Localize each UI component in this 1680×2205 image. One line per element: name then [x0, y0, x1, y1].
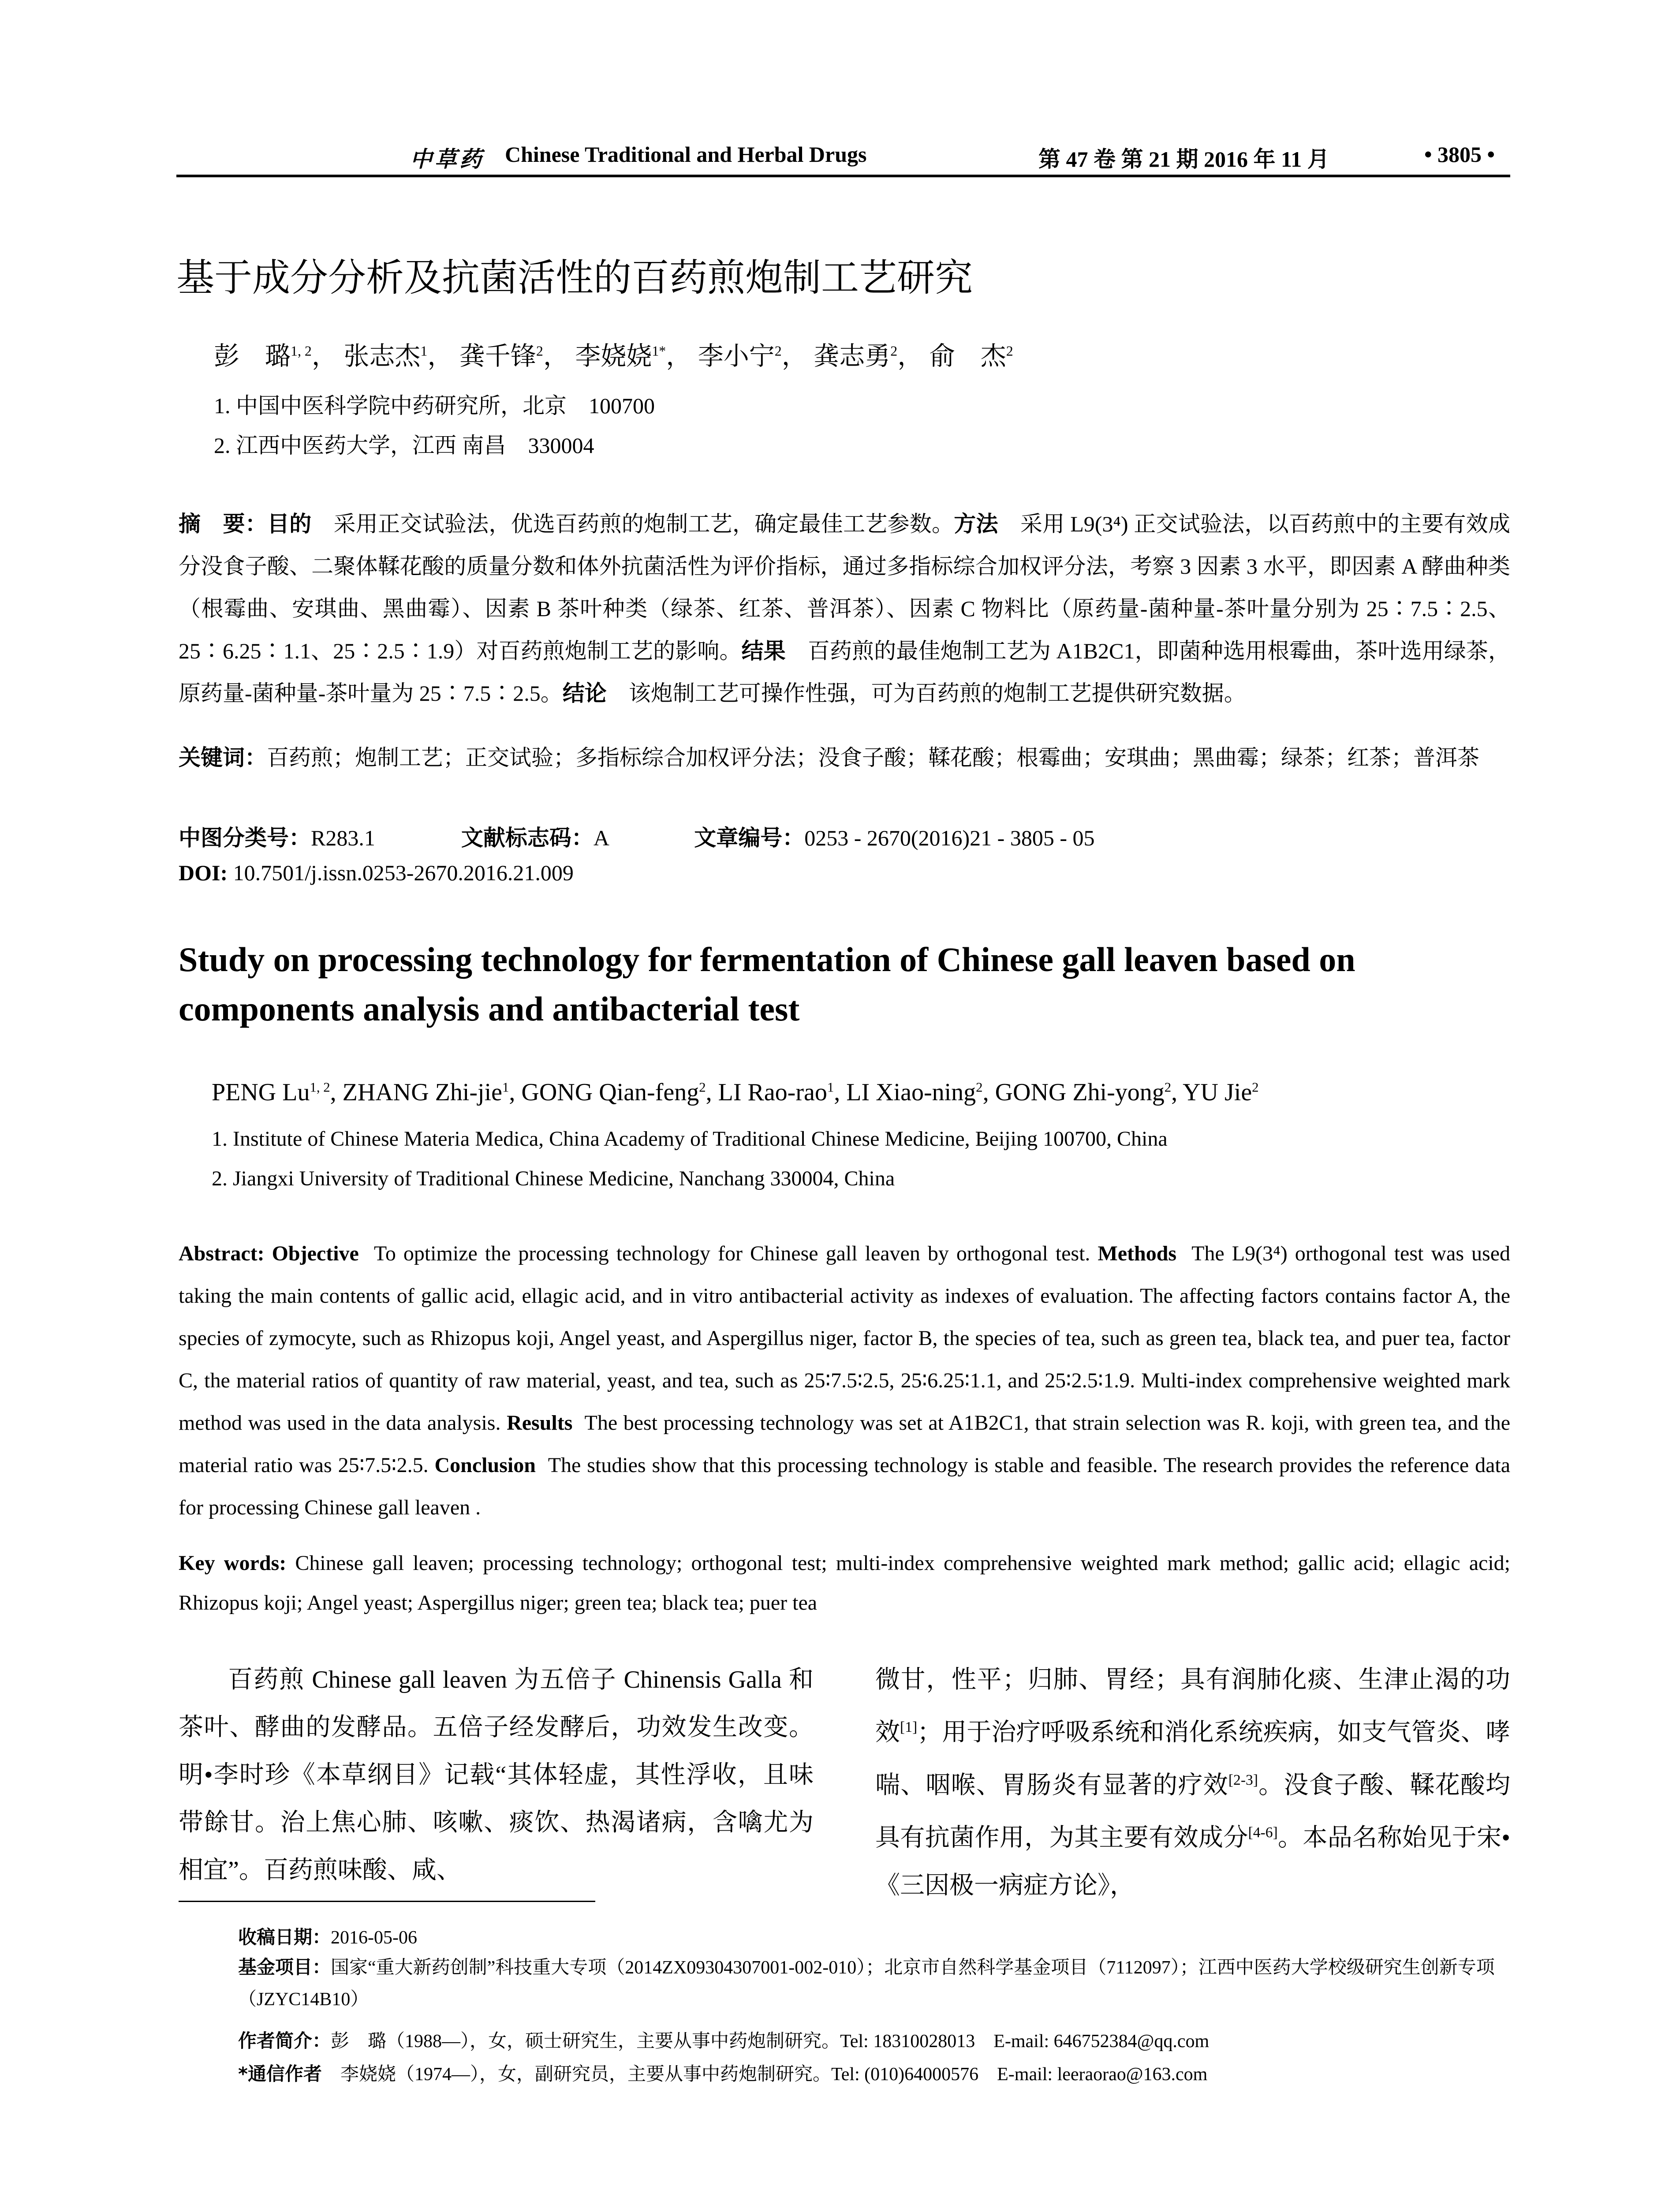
body-text: ；用于治疗呼吸系统和消化系统疾病，如支气管炎、哮喘、咽喉、胃肠炎有显著的疗效: [875, 1719, 1511, 1799]
keywords-en-label: Key words:: [179, 1551, 287, 1575]
author-affil-mark: 1, 2: [291, 343, 312, 359]
doi-line: [179, 860, 574, 886]
author-affil-mark: 2: [976, 1080, 983, 1095]
body-text: 。本品名称始见于宋•《三因极一病症方论》，: [875, 1824, 1510, 1899]
author-en: PENG Lu: [212, 1079, 310, 1106]
doccode-label: 文献标志码：: [461, 825, 594, 851]
authors-zh: 彭 璐$^{1, 2}$， 张志杰$^1$， 龚千锋$^2$， 李娆娆$^{1*}$， 李小宁$^2$， 龚志勇$^2$， 俞 杰$^2$: [214, 342, 1013, 370]
conclusion-en-label: Conclusion: [434, 1454, 536, 1477]
author-zh: 龚千锋: [459, 342, 536, 370]
clc-label: 中图分类号：: [179, 825, 311, 851]
running-header: [176, 139, 1510, 174]
author-en: YU Jie: [1183, 1079, 1252, 1106]
authors-en: PENG Lu$^{1, 2}$, ZHANG Zhi-jie$^1$, GONG Qian-feng$^2$, LI Rao-rao$^1$, LI Xiao-ning$^2$, GONG Zhi-yong$^2$, YU Jie$^2$: [212, 1079, 1259, 1106]
keywords-en-text: Chinese gall leaven; processing technology; orthogonal test; multi-index comprehensive weighted mark method; gallic acid; ellagic acid; Rhizopus koji; Angel yeast; Aspergillus niger; green tea; black tea; puer tea: [179, 1551, 1510, 1615]
author-zh: 俞 杰: [929, 342, 1006, 370]
fund-value: 国家“重大新药创制”科技重大专项（2014ZX09304307001-002-010）；北京市自然科学基金项目（7112097）；江西中医药大学校级研究生创新专项（JZYC14B10）: [238, 1958, 1495, 2010]
results-en-text: The best processing technology was set at A1B2C1, that strain selection was R. koji, with green tea, and the material ratio was 25∶7.5∶2.5.: [179, 1411, 1511, 1477]
body-paragraph: 百药煎 Chinese gall leaven 为五倍子 Chinensis Galla 和茶叶、酵曲的发酵品。五倍子经发酵后，功效发生改变。明•李时珍《本草纲目》记载“其体轻虚，其性浮收，且味带餘甘。治上焦心肺、咳嗽、痰饮、热渴诸病，含噙尤为相宜”。百药煎味酸、咸、: [179, 1666, 814, 1884]
methods-en-text: The L9(3⁴) orthogonal test was used taking the main contents of gallic acid, ellagic acid, and in vitro antibacterial activity as indexes of evaluation. The affecting factors contains factor A, the species of zymocyte, such as Rhizopus koji, Angel yeast, and Aspergillus niger, factor B, the species of tea, such as green tea, black tea, and puer tea, factor C, the material ratios of quantity of raw material, yeast, and tea, such as 25∶7.5∶2.5, 25∶6.25∶1.1, and 25∶2.5∶1.9. Multi-index comprehensive weighted mark method was used in the data analysis.: [179, 1242, 1511, 1435]
body-column-right: [875, 1656, 1510, 1910]
author-zh: 龚志勇: [814, 342, 891, 370]
author-zh: 彭 璐: [214, 342, 291, 370]
header-rule: [176, 175, 1510, 177]
objective-label: 目的: [267, 511, 312, 537]
conclusion-label: 结论: [562, 680, 607, 706]
footnote-rule: [179, 1901, 595, 1902]
citation-ref: [4-6]: [1248, 1824, 1278, 1841]
body-paragraph: [875, 1656, 1510, 1910]
conclusion-text: 该炮制工艺可操作性强，可为百药煎的炮制工艺提供研究数据。: [606, 681, 1246, 706]
doi-label: DOI:: [179, 860, 228, 885]
author-affil-mark: 2: [699, 1080, 706, 1095]
author-affil-mark: 1: [502, 1080, 509, 1095]
footnote-author: [238, 2026, 1209, 2053]
citation-ref: [1]: [900, 1719, 918, 1735]
results-label: 结果: [741, 638, 786, 664]
results-text: 百药煎的最佳炮制工艺为 A1B2C1，即菌种选用根霉曲，茶叶选用绿茶，原药量-菌种量-茶叶量为 25∶7.5∶2.5。: [179, 639, 1511, 706]
keywords-en: [179, 1544, 1510, 1623]
classification-line: [179, 820, 1094, 852]
author-label: 作者简介：: [238, 2030, 331, 2052]
abstract-en-label: Abstract: Objective: [179, 1242, 359, 1265]
body-text: 。没食子酸、鞣花酸均具有抗菌作用，为其主要有效成分: [875, 1771, 1510, 1852]
methods-text: 采用 L9(3⁴) 正交试验法，以百药煎中的主要有效成分没食子酸、二聚体鞣花酸的质量分数和体外抗菌活性为评价指标，通过多指标综合加权评分法，考察 3 因素 3 水平，即因素 A 酵曲种类（根霉曲、安琪曲、黑曲霉）、因素 B 茶叶种类（绿茶、红茶、普洱茶）、因素 C 物料比（原药量-菌种量-茶叶量分别为 25∶7.5∶2.5、25∶6.25∶1.1、25∶2.5∶1.9）对百药煎炮制工艺的影响。: [179, 512, 1511, 663]
articleno-label: 文章编号：: [694, 825, 805, 851]
abstract-en: [179, 1233, 1510, 1529]
footnote-received: [238, 1923, 417, 1949]
affiliation-zh-2: 2. 江西中医药大学，江西 南昌 330004: [214, 433, 594, 458]
received-value: 2016-05-06: [331, 1928, 417, 1948]
footnote-fund: [238, 1951, 1512, 2015]
keywords-label: 关键词：: [179, 745, 267, 770]
body-column-left: [179, 1656, 814, 1894]
keywords-text: 百药煎；炮制工艺；正交试验；多指标综合加权评分法；没食子酸；鞣花酸；根霉曲；安琪曲；黑曲霉；绿茶；红茶；普洱茶: [267, 745, 1479, 770]
author-affil-mark: 2: [1006, 343, 1013, 359]
page-number: • 3805 •: [1424, 142, 1495, 167]
journal-logo: 中草药: [410, 147, 484, 172]
articleno-value: 0253 - 2670(2016)21 - 3805 - 05: [804, 826, 1095, 850]
objective-text: 采用正交试验法，优选百药煎的炮制工艺，确定最佳工艺参数。: [311, 512, 954, 536]
clc-value: R283.1: [311, 826, 375, 850]
footnote-corresponding: [238, 2059, 1207, 2086]
author-affil-mark: 2: [890, 343, 898, 359]
author-affil-mark: 1*: [652, 343, 666, 359]
author-affil-mark: 1: [827, 1080, 834, 1095]
affiliation-zh-1: 1. 中国中医科学院中药研究所，北京 100700: [214, 393, 655, 418]
author-value: 彭 璐（1988—），女，硕士研究生，主要从事中药炮制研究。Tel: 18310028013 E-mail: 646752384@qq.com: [331, 2031, 1210, 2052]
author-affil-mark: 2: [536, 343, 543, 359]
author-zh: 李娆娆: [575, 342, 652, 370]
abstract-zh: [179, 503, 1510, 714]
methods-label: 方法: [954, 511, 998, 537]
affiliation-en-2: 2. Jiangxi University of Traditional Chinese Medicine, Nanchang 330004, China: [212, 1167, 895, 1190]
author-affil-mark: 1: [420, 343, 428, 359]
affiliation-en-1: 1. Institute of Chinese Materia Medica, China Academy of Traditional Chinese Medicine, Beijing 100700, China: [212, 1127, 1168, 1151]
corr-label: *通信作者: [238, 2063, 322, 2085]
abstract-en-objective: To optimize the processing technology for Chinese gall leaven by orthogonal test.: [373, 1242, 1090, 1265]
author-en: LI Xiao-ning: [846, 1079, 976, 1106]
results-en-label: Results: [507, 1411, 573, 1435]
issue-info: 第 47 卷 第 21 期 2016 年 11 月: [1038, 147, 1329, 172]
body-text: 微甘，性平；归肺、胃经；具有润肺化痰、生津止渴的功效: [875, 1666, 1510, 1746]
corr-value: 李娆娆（1974—），女，副研究员，主要从事中药炮制研究。Tel: (010)64000576 E-mail: leeraorao@163.com: [321, 2064, 1208, 2085]
abstract-label: 摘 要：: [179, 511, 267, 537]
journal-name: Chinese Traditional and Herbal Drugs: [505, 142, 867, 167]
title-en: Study on processing technology for fermentation of Chinese gall leaven based on components analysis and antibacterial test: [179, 940, 1355, 1028]
author-zh: 张志杰: [343, 342, 421, 370]
keywords-zh: [179, 736, 1510, 779]
citation-ref: [2-3]: [1228, 1771, 1258, 1788]
author-en: GONG Qian-feng: [521, 1079, 699, 1106]
author-zh: 李小宁: [698, 342, 775, 370]
author-en: ZHANG Zhi-jie: [342, 1079, 503, 1106]
author-affil-mark: 1, 2: [310, 1080, 330, 1095]
received-label: 收稿日期：: [238, 1926, 331, 1948]
methods-en-label: Methods: [1098, 1242, 1177, 1265]
doccode-value: A: [593, 826, 609, 850]
author-affil-mark: 2: [774, 343, 782, 359]
fund-label: 基金项目：: [238, 1956, 331, 1978]
author-en: LI Rao-rao: [718, 1079, 827, 1106]
conclusion-en-text: The studies show that this processing technology is stable and feasible. The research provides the reference data for processing Chinese gall leaven .: [179, 1454, 1511, 1519]
author-affil-mark: 2: [1164, 1080, 1172, 1095]
doi-value: 10.7501/j.issn.0253-2670.2016.21.009: [233, 860, 574, 885]
author-affil-mark: 2: [1252, 1080, 1259, 1095]
title-zh: 基于成分分析及抗菌活性的百药煎炮制工艺研究: [176, 256, 973, 300]
author-en: GONG Zhi-yong: [995, 1079, 1165, 1106]
